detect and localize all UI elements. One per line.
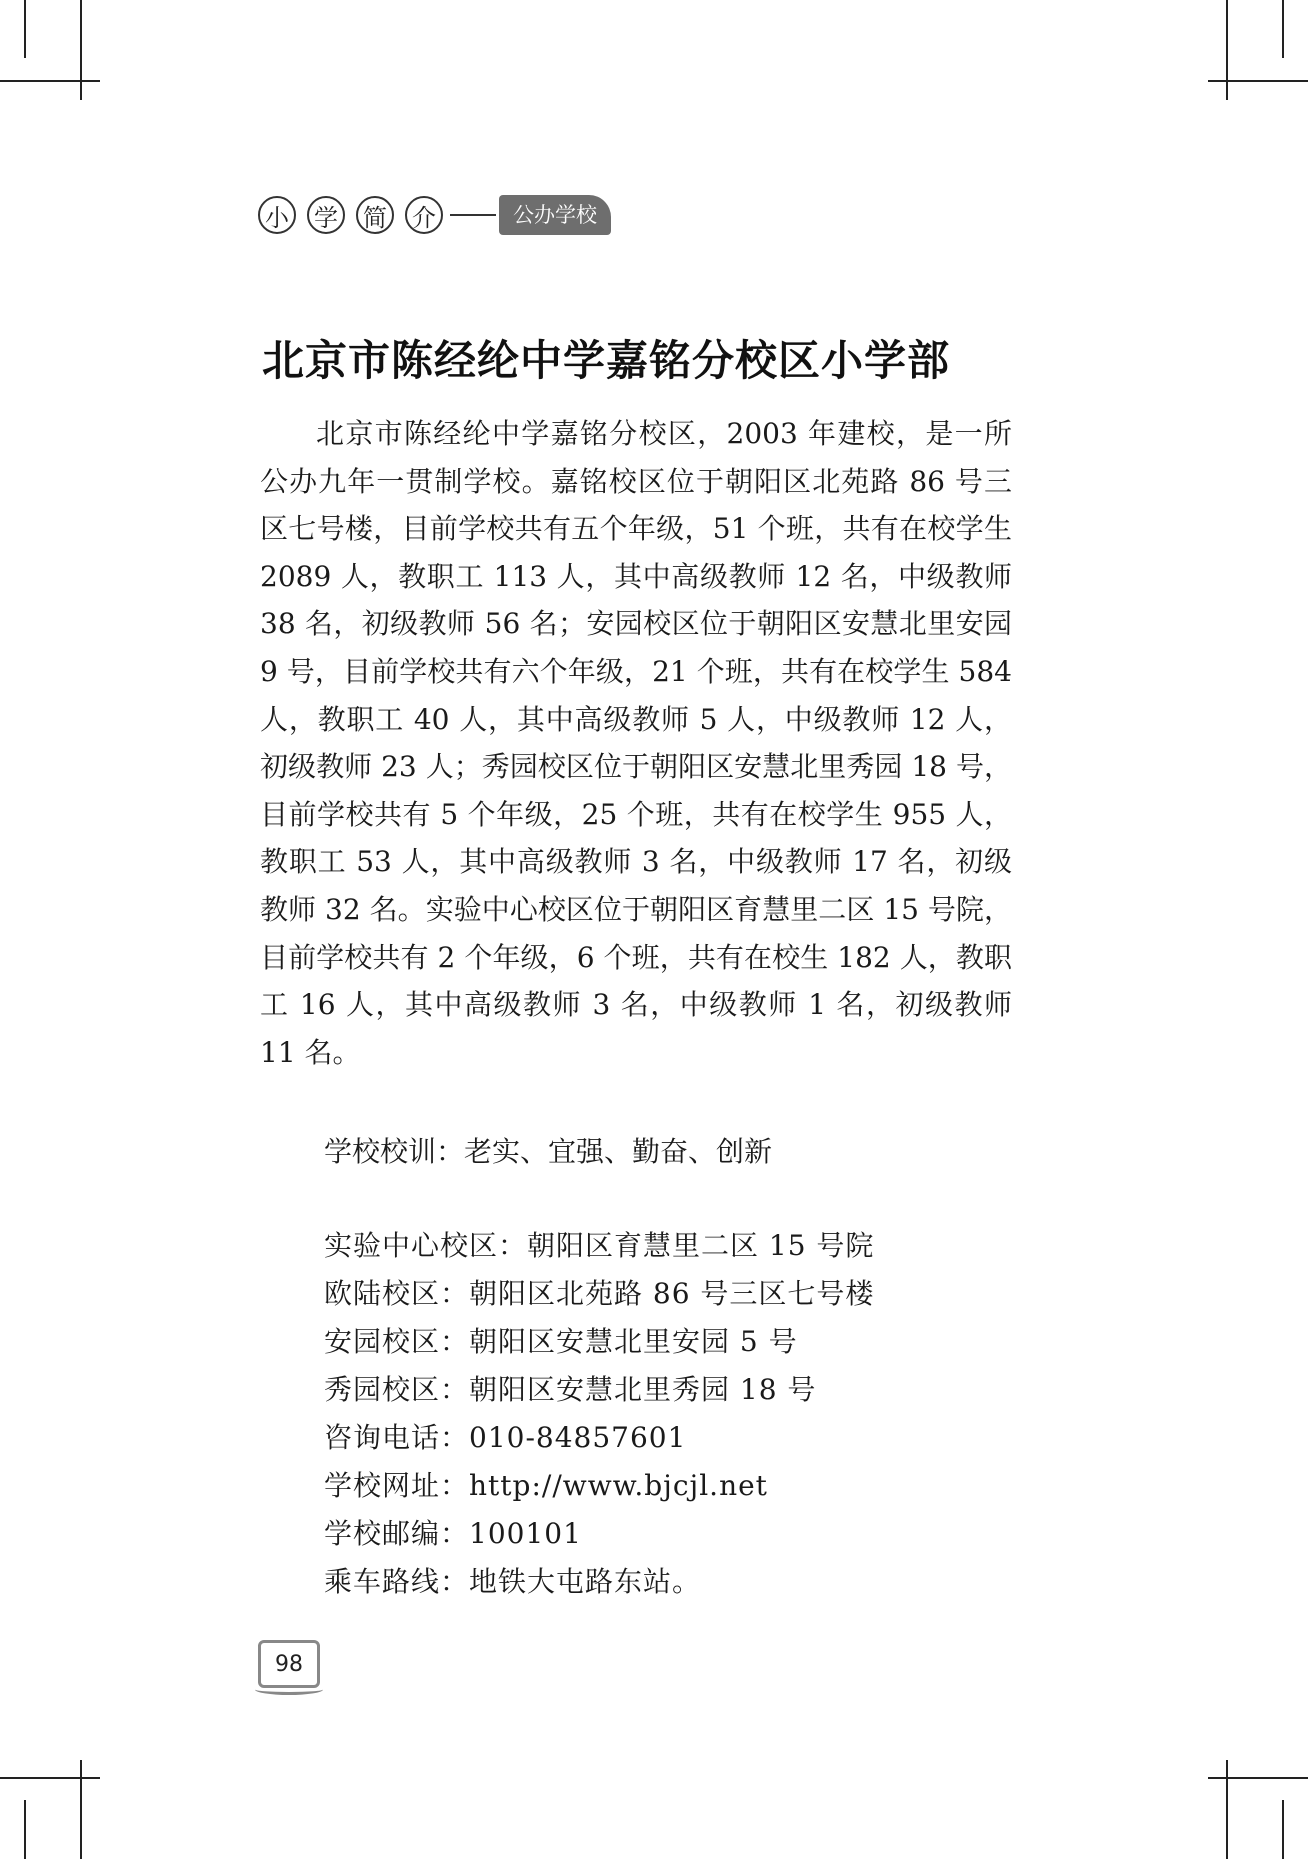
- page-number: 98: [275, 1651, 303, 1677]
- crop-mark: [1282, 1800, 1284, 1859]
- info-row-website: 学校网址：http://www.bjcjl.net: [324, 1469, 768, 1502]
- info-row-postcode: 学校邮编：100101: [324, 1517, 582, 1550]
- info-list: [324, 1222, 1024, 1606]
- crop-mark: [1208, 1777, 1308, 1779]
- crop-mark: [1226, 1760, 1228, 1859]
- header-circle-char: 介: [405, 196, 443, 234]
- section-header: [258, 192, 611, 238]
- info-row-campus-anyuan: 安园校区：朝阳区安慧北里安园 5 号: [324, 1325, 798, 1358]
- crop-mark: [1208, 80, 1308, 82]
- info-row-campus-center: 实验中心校区：朝阳区育慧里二区 15 号院: [324, 1229, 875, 1262]
- school-motto: 学校校训：老实、宜强、勤奋、创新: [324, 1135, 773, 1168]
- crop-mark: [80, 1760, 82, 1859]
- info-row-transit: 乘车路线：地铁大屯路东站。: [324, 1565, 702, 1598]
- crop-mark: [24, 0, 26, 58]
- page-title: 北京市陈经纶中学嘉铭分校区小学部: [262, 336, 951, 385]
- header-circle-char: 简: [356, 196, 394, 234]
- page-number-book-icon: [258, 1640, 320, 1688]
- category-tag: 公办学校: [499, 195, 611, 235]
- header-connector-line: [450, 214, 496, 216]
- header-circle-char: 学: [307, 196, 345, 234]
- crop-mark: [1282, 0, 1284, 58]
- crop-mark: [24, 1800, 26, 1859]
- info-row-campus-xiuyuan: 秀园校区：朝阳区安慧北里秀园 18 号: [324, 1373, 817, 1406]
- crop-mark: [80, 0, 82, 100]
- body-paragraph: 北京市陈经纶中学嘉铭分校区，2003 年建校，是一所公办九年一贯制学校。嘉铭校区位于朝阳区北苑路 86 号三区七号楼，目前学校共有五个年级，51 个班，共有在校学生 2089 人，教职工 113 人，其中高级教师 12 名，中级教师 38 名，初级教师 56 名；安园校区位于朝阳区安慧北里安园 9 号，目前学校共有六个年级，21 个班，共有在校学生 584 人，教职工 40 人，其中高级教师 5 人，中级教师 12 人，初级教师 23 人；秀园校区位于朝阳区安慧北里秀园 18 号，目前学校共有 5 个年级，25 个班，共有在校学生 955 人，教职工 53 人，其中高级教师 3 名，中级教师 17 名，初级教师 32 名。实验中心校区位于朝阳区育慧里二区 15 号院，目前学校共有 2 个年级，6 个班，共有在校生 182 人，教职工 16 人，其中高级教师 3 名，中级教师 1 名，初级教师 11 名。: [260, 417, 1012, 1069]
- info-row-campus-oulu: 欧陆校区：朝阳区北苑路 86 号三区七号楼: [324, 1277, 875, 1310]
- crop-mark: [0, 1777, 100, 1779]
- crop-mark: [1226, 0, 1228, 100]
- header-circle-char: 小: [258, 196, 296, 234]
- crop-mark: [0, 80, 100, 82]
- info-row-phone: 咨询电话：010-84857601: [324, 1421, 687, 1454]
